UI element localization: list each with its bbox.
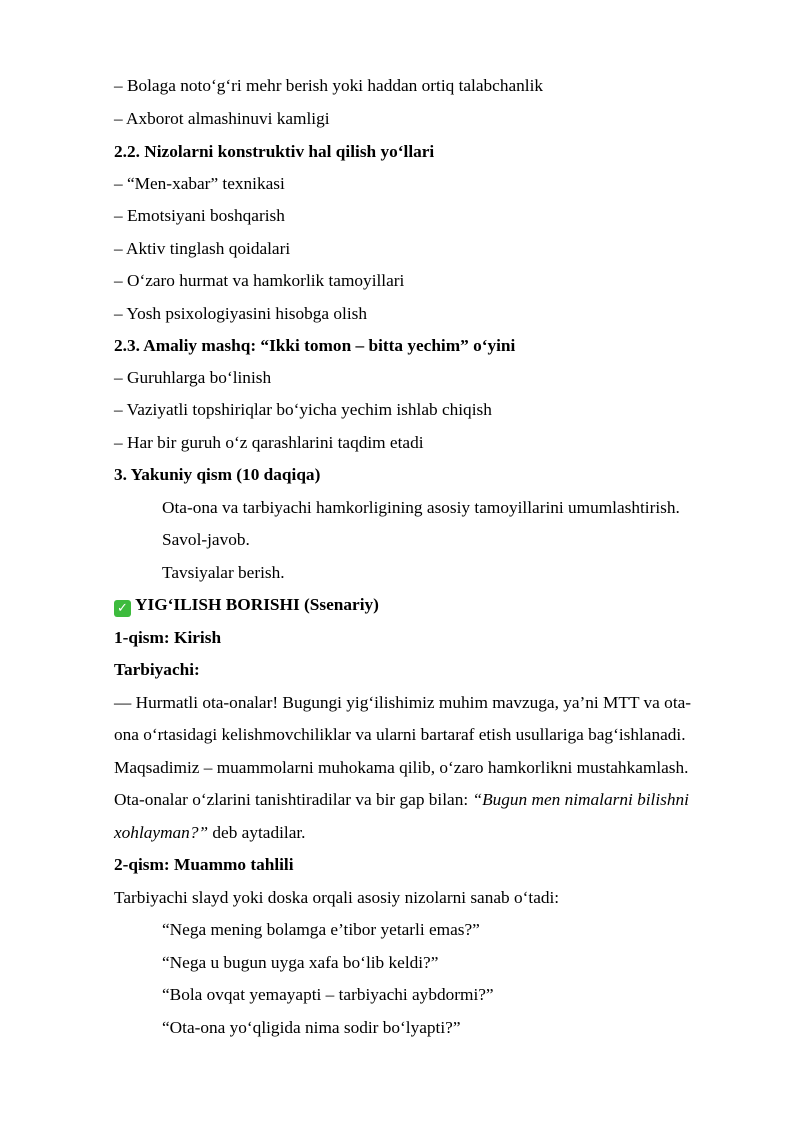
- text-line: Ota-ona va tarbiyachi hamkorligining asosiy tamoyillarini umumlashtirish.: [162, 498, 680, 517]
- text-segment: deb aytadilar.: [208, 823, 306, 842]
- text-line: – Bolaga noto‘g‘ri mehr berish yoki haddan ortiq talabchanlik: [114, 76, 544, 95]
- text-segment: Ota-onalar o‘zlarini tanishtiradilar va bir gap bilan:: [114, 790, 473, 809]
- text-line: Savol-javob.: [162, 530, 250, 549]
- text-line: – Vaziyatli topshiriqlar bo‘yicha yechim ishlab chiqish: [114, 400, 492, 419]
- question-line: “Ota-ona yo‘qligida nima sodir bo‘lyapti?”: [162, 1018, 461, 1037]
- text-line: – Yosh psixologiyasini hisobga olish: [114, 304, 368, 323]
- text-line: ona o‘rtasidagi kelishmovchiliklar va ularni bartaraf etish usullariga bag‘ishlanadi.: [114, 725, 686, 744]
- check-mark-button-icon: ✓: [114, 600, 131, 617]
- text-line: – Aktiv tinglash qoidalari: [114, 239, 291, 258]
- question-line: “Bola ovqat yemayapti – tarbiyachi aybdormi?”: [162, 985, 494, 1004]
- scenario-heading: [114, 593, 379, 617]
- text-line: — Hurmatli ota-onalar! Bugungi yig‘ilishimiz muhim mavzuga, ya’ni MTT va ota-: [114, 693, 692, 712]
- text-line: Maqsadimiz – muammolarni muhokama qilib, o‘zaro hamkorlikni mustahkamlash.: [114, 758, 689, 777]
- scenario-heading-text: YIG‘ILISH BORISHI (Ssenariy): [135, 595, 379, 614]
- question-line: “Nega mening bolamga e’tibor yetarli emas?”: [162, 920, 480, 939]
- section-heading: 2-qism: Muammo tahlili: [114, 855, 294, 874]
- section-heading: 2.2. Nizolarni konstruktiv hal qilish yo‘llari: [114, 142, 435, 161]
- text-line: – “Men-xabar” texnikasi: [114, 174, 285, 193]
- text-line: [114, 788, 689, 812]
- text-line: [114, 821, 306, 845]
- text-line: – Guruhlarga bo‘linish: [114, 368, 272, 387]
- section-heading: 2.3. Amaliy mashq: “Ikki tomon – bitta yechim” o‘yini: [114, 336, 516, 355]
- text-line: Tarbiyachi slayd yoki doska orqali asosiy nizolarni sanab o‘tadi:: [114, 888, 560, 907]
- text-line: Tavsiyalar berish.: [162, 563, 285, 582]
- section-heading: 3. Yakuniy qism (10 daqiqa): [114, 465, 321, 484]
- text-line: – O‘zaro hurmat va hamkorlik tamoyillari: [114, 271, 405, 290]
- text-line: – Har bir guruh o‘z qarashlarini taqdim etadi: [114, 433, 424, 452]
- section-heading: 1-qism: Kirish: [114, 628, 222, 647]
- quote-segment: “Bugun men nimalarni bilishni: [472, 790, 689, 809]
- question-line: “Nega u bugun uyga xafa bo‘lib keldi?”: [162, 953, 439, 972]
- quote-segment: xohlayman?”: [114, 823, 209, 842]
- speaker-label: Tarbiyachi:: [114, 660, 200, 679]
- text-line: – Emotsiyani boshqarish: [114, 206, 285, 225]
- text-line: – Axborot almashinuvi kamligi: [114, 109, 330, 128]
